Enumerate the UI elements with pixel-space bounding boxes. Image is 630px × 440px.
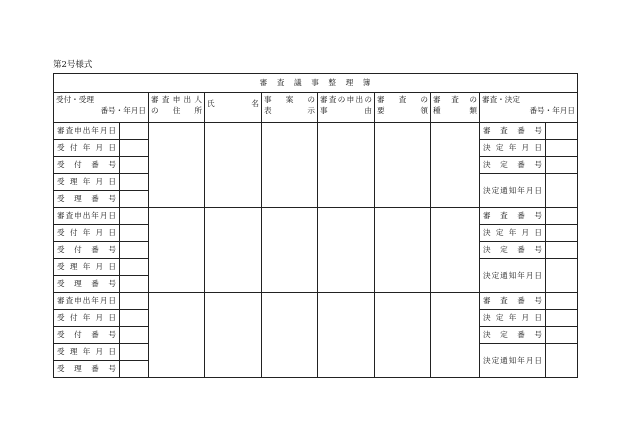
value-cell[interactable] bbox=[546, 225, 578, 242]
label-decision-date: 決定年月日 bbox=[480, 140, 546, 157]
value-cell[interactable] bbox=[546, 123, 578, 140]
label-review-number: 審査番号 bbox=[480, 123, 546, 140]
value-cell[interactable] bbox=[120, 327, 149, 344]
applicant-address-cell[interactable] bbox=[149, 208, 205, 293]
label-application-date: 審査申出年月日 bbox=[54, 293, 120, 310]
label-notice-date: 決定通知年月日 bbox=[480, 259, 546, 293]
label-decision-number: 決定番号 bbox=[480, 242, 546, 259]
gist-cell[interactable] bbox=[375, 123, 431, 208]
applicant-address-cell[interactable] bbox=[149, 293, 205, 378]
label-application-date: 審査申出年月日 bbox=[54, 208, 120, 225]
label-decision-number: 決定番号 bbox=[480, 157, 546, 174]
label-notice-date: 決定通知年月日 bbox=[480, 344, 546, 378]
value-cell[interactable] bbox=[120, 276, 149, 293]
value-cell[interactable] bbox=[546, 242, 578, 259]
value-cell[interactable] bbox=[546, 140, 578, 157]
header-receipt: 受付・受理 番号・年月日 bbox=[54, 93, 149, 123]
gist-cell[interactable] bbox=[375, 293, 431, 378]
label-notice-date: 決定通知年月日 bbox=[480, 174, 546, 208]
case-cell[interactable] bbox=[262, 293, 318, 378]
header-decision: 審査・決定 番号・年月日 bbox=[480, 93, 578, 123]
reason-cell[interactable] bbox=[318, 293, 375, 378]
reason-cell[interactable] bbox=[318, 123, 375, 208]
value-cell[interactable] bbox=[120, 225, 149, 242]
value-cell[interactable] bbox=[120, 242, 149, 259]
type-cell[interactable] bbox=[431, 293, 480, 378]
value-cell[interactable] bbox=[120, 123, 149, 140]
value-cell[interactable] bbox=[120, 174, 149, 191]
label-application-date: 審査申出年月日 bbox=[54, 123, 120, 140]
label-acceptance-number: 受理番号 bbox=[54, 276, 120, 293]
case-cell[interactable] bbox=[262, 208, 318, 293]
applicant-name-cell[interactable] bbox=[205, 123, 262, 208]
label-decision-date: 決定年月日 bbox=[480, 225, 546, 242]
register-title: 審 査 議 事 整 理 簿 bbox=[54, 74, 578, 93]
label-receipt-date: 受付年月日 bbox=[54, 225, 120, 242]
value-cell[interactable] bbox=[546, 259, 578, 293]
value-cell[interactable] bbox=[546, 327, 578, 344]
label-decision-number: 決定番号 bbox=[480, 327, 546, 344]
label-acceptance-number: 受理番号 bbox=[54, 191, 120, 208]
case-cell[interactable] bbox=[262, 123, 318, 208]
header-name: 氏 名 bbox=[205, 93, 262, 123]
header-gist: 審 査 の 要 領 bbox=[375, 93, 431, 123]
label-receipt-date: 受付年月日 bbox=[54, 140, 120, 157]
label-acceptance-date: 受理年月日 bbox=[54, 344, 120, 361]
value-cell[interactable] bbox=[546, 208, 578, 225]
value-cell[interactable] bbox=[120, 157, 149, 174]
header-reason: 審査の申出の 事 由 bbox=[318, 93, 375, 123]
value-cell[interactable] bbox=[120, 293, 149, 310]
type-cell[interactable] bbox=[431, 208, 480, 293]
value-cell[interactable] bbox=[546, 344, 578, 378]
value-cell[interactable] bbox=[546, 157, 578, 174]
value-cell[interactable] bbox=[120, 191, 149, 208]
value-cell[interactable] bbox=[546, 174, 578, 208]
header-address: 審 査 申 出 人 の 住 所 bbox=[149, 93, 205, 123]
label-receipt-number: 受付番号 bbox=[54, 327, 120, 344]
value-cell[interactable] bbox=[546, 293, 578, 310]
applicant-name-cell[interactable] bbox=[205, 293, 262, 378]
header-case: 事 案 の 表 示 bbox=[262, 93, 318, 123]
value-cell[interactable] bbox=[546, 310, 578, 327]
gist-cell[interactable] bbox=[375, 208, 431, 293]
applicant-name-cell[interactable] bbox=[205, 208, 262, 293]
value-cell[interactable] bbox=[120, 361, 149, 378]
label-receipt-date: 受付年月日 bbox=[54, 310, 120, 327]
label-review-number: 審査番号 bbox=[480, 293, 546, 310]
label-review-number: 審査番号 bbox=[480, 208, 546, 225]
label-decision-date: 決定年月日 bbox=[480, 310, 546, 327]
value-cell[interactable] bbox=[120, 140, 149, 157]
value-cell[interactable] bbox=[120, 208, 149, 225]
applicant-address-cell[interactable] bbox=[149, 123, 205, 208]
value-cell[interactable] bbox=[120, 259, 149, 276]
header-type: 審 査 の 種 類 bbox=[431, 93, 480, 123]
label-acceptance-date: 受理年月日 bbox=[54, 259, 120, 276]
label-acceptance-number: 受理番号 bbox=[54, 361, 120, 378]
label-receipt-number: 受付番号 bbox=[54, 242, 120, 259]
form-number: 第2号様式 bbox=[53, 60, 93, 70]
register-table bbox=[53, 73, 578, 378]
value-cell[interactable] bbox=[120, 310, 149, 327]
type-cell[interactable] bbox=[431, 123, 480, 208]
value-cell[interactable] bbox=[120, 344, 149, 361]
reason-cell[interactable] bbox=[318, 208, 375, 293]
label-receipt-number: 受付番号 bbox=[54, 157, 120, 174]
label-acceptance-date: 受理年月日 bbox=[54, 174, 120, 191]
